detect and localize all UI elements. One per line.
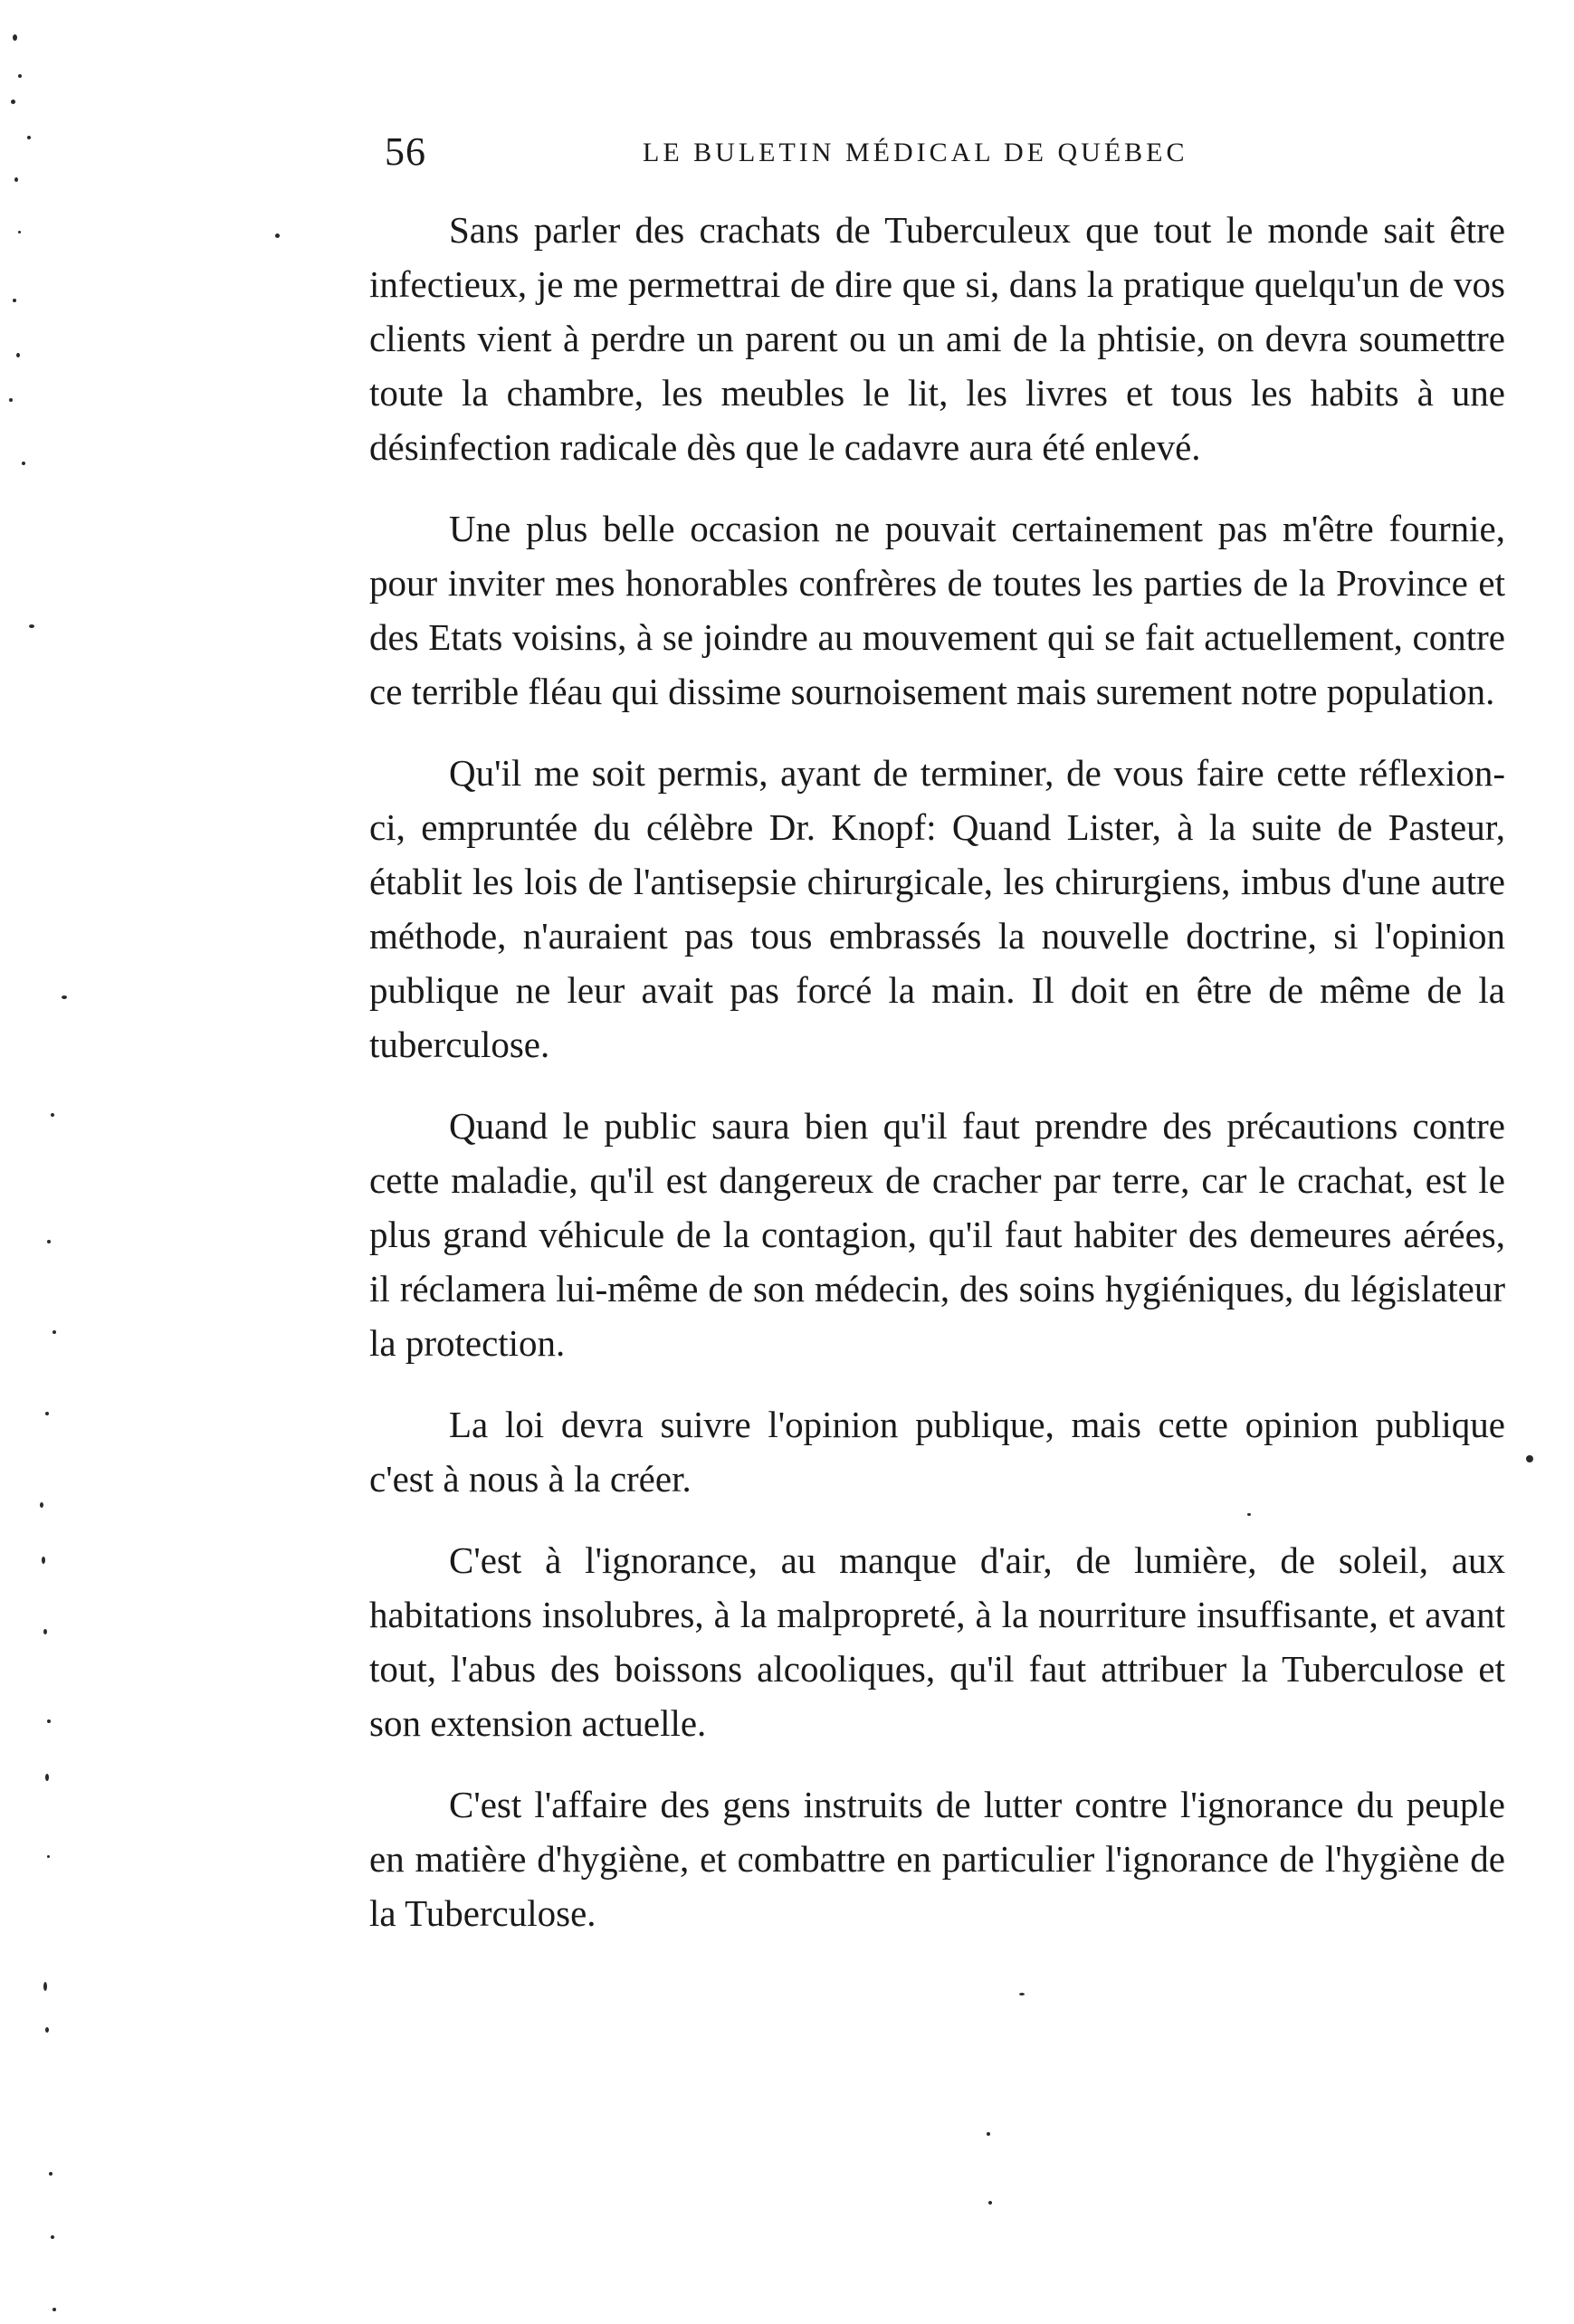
paragraph: Une plus belle occasion ne pouvait certainement pas m'être fournie, pour inviter mes honorables confrères de toutes les parties de la Province et des Etats voisins, à se joindre au mouvement qui se fait actuellement, contre ce terrible fléau qui dissime sournoisement mais surement notre population. bbox=[369, 508, 1505, 712]
scan-speck bbox=[987, 2132, 990, 2136]
scan-speck bbox=[47, 1240, 51, 1243]
scan-speck bbox=[43, 1982, 47, 1991]
running-head: LE BULETIN MÉDICAL DE QUÉBEC bbox=[643, 138, 1188, 167]
page-number: 56 bbox=[385, 129, 426, 174]
scan-speck bbox=[14, 177, 18, 182]
scan-speck bbox=[62, 995, 67, 999]
scan-speck bbox=[11, 100, 15, 104]
scan-speck bbox=[45, 1412, 49, 1415]
scan-speck bbox=[29, 624, 34, 628]
scan-speck bbox=[22, 462, 25, 465]
scan-speck bbox=[1247, 1513, 1251, 1516]
scan-speck bbox=[51, 1113, 54, 1117]
scan-speck bbox=[45, 1774, 49, 1781]
page-header bbox=[385, 129, 1290, 183]
scan-speck bbox=[47, 1855, 50, 1858]
paragraph: La loi devra suivre l'opinion publique, mais cette opinion publique c'est à nous à la créer. bbox=[369, 1404, 1505, 1500]
paragraph: Sans parler des crachats de Tuberculeux que tout le monde sait être infectieux, je me permettrai de dire que si, dans la pratique quelqu'un de vos clients vient à perdre un parent ou un ami de la phtisie, on devra soumettre toute la chambre, les meubles le lit, les livres et tous les habits à une désinfection radicale dès que le cadavre aura été enlevé. bbox=[369, 209, 1505, 468]
scan-speck bbox=[275, 233, 280, 238]
scan-speck bbox=[51, 2235, 54, 2239]
scan-speck bbox=[40, 1502, 43, 1508]
scan-speck bbox=[18, 74, 22, 78]
scan-speck bbox=[52, 1330, 56, 1334]
scan-speck bbox=[13, 299, 16, 302]
scan-speck bbox=[27, 136, 31, 139]
paragraph: Qu'il me soit permis, ayant de terminer, de vous faire cette réflexion-ci, empruntée du célèbre Dr. Knopf: Quand Lister, à la suite de Pasteur, établit les lois de l'antisepsie chirurgicale, les chirurgiens, imbus d'une autre méthode, n'auraient pas tous embrassés la nouvelle doctrine, si l'opinion publique ne leur avait pas forcé la main. Il doit en être de même de la tuberculose. bbox=[369, 752, 1505, 1065]
scan-speck bbox=[43, 1629, 47, 1634]
paragraph: C'est l'affaire des gens instruits de lutter contre l'ignorance du peuple en matière d'hygiène, et combattre en particulier l'ignorance de l'hygiène de la Tuberculose. bbox=[369, 1784, 1505, 1934]
scan-speck bbox=[988, 2201, 992, 2205]
scan-speck bbox=[18, 231, 21, 233]
scan-speck bbox=[1019, 1993, 1025, 1995]
scan-speck bbox=[13, 34, 17, 41]
article-body bbox=[369, 203, 1505, 1967]
paragraph: C'est à l'ignorance, au manque d'air, de lumière, de soleil, aux habitations insolubres, à la malpropreté, à la nourriture insuffisante, et avant tout, l'abus des boissons alcooliques, qu'il faut attribuer la Tuberculose et son extension actuelle. bbox=[369, 1539, 1505, 1744]
scan-speck bbox=[1526, 1455, 1533, 1462]
scan-speck bbox=[9, 398, 13, 402]
scan-speck bbox=[16, 353, 20, 357]
scan-speck bbox=[47, 1719, 51, 1723]
scan-speck bbox=[42, 1557, 45, 1564]
scan-speck bbox=[45, 2027, 49, 2033]
scan-speck bbox=[49, 2172, 52, 2176]
scan-speck bbox=[52, 2308, 56, 2311]
paragraph: Quand le public saura bien qu'il faut prendre des précautions contre cette maladie, qu'il est dangereux de cracher par terre, car le crachat, est le plus grand véhicule de la contagion, qu'il faut habiter des demeures aérées, il réclamera lui-même de son médecin, des soins hygiéniques, du législateur la protection. bbox=[369, 1105, 1505, 1364]
